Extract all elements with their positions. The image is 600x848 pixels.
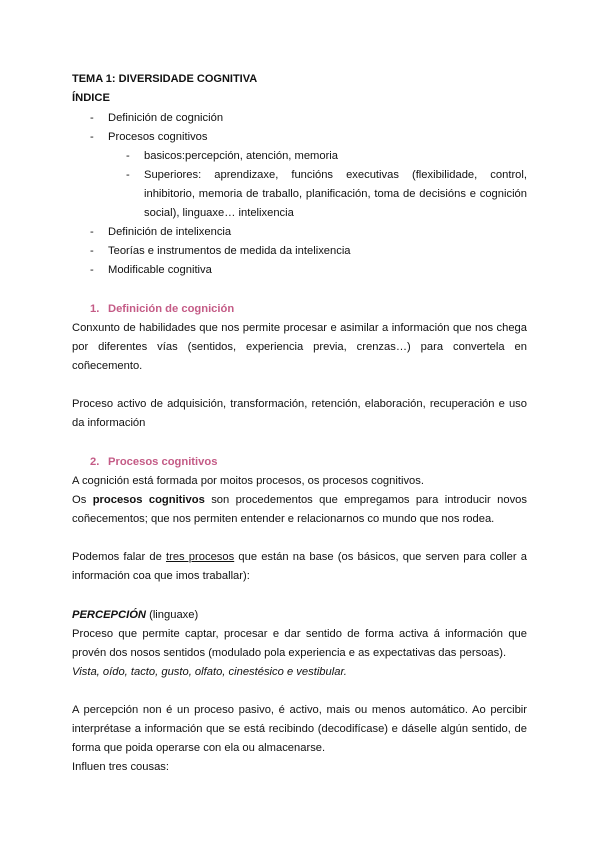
sub-item-continued: inhibitorio, memoria de traballo, planificación, toma de decisións e cognición xyxy=(144,188,527,200)
senses-line: Vista, oído, tacto, gusto, olfato, cinestésico e vestibular. xyxy=(72,666,347,678)
sub-item: basicos:percepción, atención, memoria xyxy=(144,150,339,162)
paragraph-line: Proceso activo de adquisición, transformación, retención, elaboración, recuperación e uso xyxy=(72,398,527,410)
index-item: Definición de cognición xyxy=(108,112,224,124)
paragraph-line: información coa que imos traballar): xyxy=(72,570,250,582)
paragraph-line: A cognición está formada por moitos procesos, os procesos cognitivos. xyxy=(72,475,424,487)
section-heading: Procesos cognitivos xyxy=(108,456,218,468)
text-run: Os xyxy=(72,494,93,506)
sub-item-continued: social), linguaxe… intelixencia xyxy=(144,207,294,219)
index-item: Modificable cognitiva xyxy=(108,264,212,276)
list-bullet: - xyxy=(90,226,94,238)
document-title: TEMA 1: DIVERSIDADE COGNITIVA xyxy=(72,73,258,85)
paragraph-line: Conxunto de habilidades que nos permite procesar e asimilar a información que nos chega xyxy=(72,322,527,334)
text-run: Podemos falar de xyxy=(72,551,166,563)
paragraph-line: A percepción non é un proceso pasivo, é activo, mais ou menos automático. Ao percibir xyxy=(72,704,527,716)
list-bullet: - xyxy=(90,131,94,143)
paragraph-line: provén dos nosos sentidos (modulado pola experiencia e as expectativas das persoas). xyxy=(72,647,507,659)
paragraph-line: forma que poida operarse con ela ou almacenarse. xyxy=(72,742,326,754)
paragraph-line: da información xyxy=(72,417,146,429)
percepcion-title: PERCEPCIÓN xyxy=(72,609,146,621)
section-number: 2. xyxy=(90,456,100,468)
section-number: 1. xyxy=(90,303,100,315)
paragraph-line: coñecementos; que nos permiten entender e relacionarnos co mundo que nos rodea. xyxy=(72,513,495,525)
list-bullet: - xyxy=(90,112,94,124)
list-bullet: - xyxy=(126,150,130,162)
paragraph-line xyxy=(72,493,527,507)
sub-item: Superiores: aprendizaxe, funcións executivas (flexibilidade, control, xyxy=(144,169,527,181)
subsection-heading xyxy=(72,608,198,622)
list-bullet: - xyxy=(90,264,94,276)
underlined-term: tres procesos xyxy=(165,551,235,563)
bold-term: procesos cognitivos xyxy=(92,494,205,506)
section-heading: Definición de cognición xyxy=(108,303,235,315)
text-run: son procedementos que empregamos para introducir novos xyxy=(204,494,527,506)
index-heading: ÍNDICE xyxy=(72,92,110,104)
list-bullet: - xyxy=(90,245,94,257)
paragraph-line: por diferentes vías (sentidos, experiencia previa, crenzas…) para convertela en xyxy=(72,341,527,353)
paragraph-line: Influen tres cousas: xyxy=(72,761,170,773)
list-bullet: - xyxy=(126,169,130,181)
paragraph-line: interprétase a información que se está recibindo (decodifícase) e dáselle algún sentido, de xyxy=(72,723,527,735)
index-item: Procesos cognitivos xyxy=(108,131,208,143)
paragraph-line xyxy=(72,550,527,564)
heading-note: (linguaxe) xyxy=(145,609,199,621)
index-item: Definición de intelixencia xyxy=(108,226,232,238)
index-item: Teorías e instrumentos de medida da intelixencia xyxy=(108,245,351,257)
text-run: que están na base (os básicos, que serven para coller a xyxy=(234,551,527,563)
paragraph-line: Proceso que permite captar, procesar e dar sentido de forma activa á información que xyxy=(72,628,527,640)
paragraph-line: coñecemento. xyxy=(72,360,143,372)
